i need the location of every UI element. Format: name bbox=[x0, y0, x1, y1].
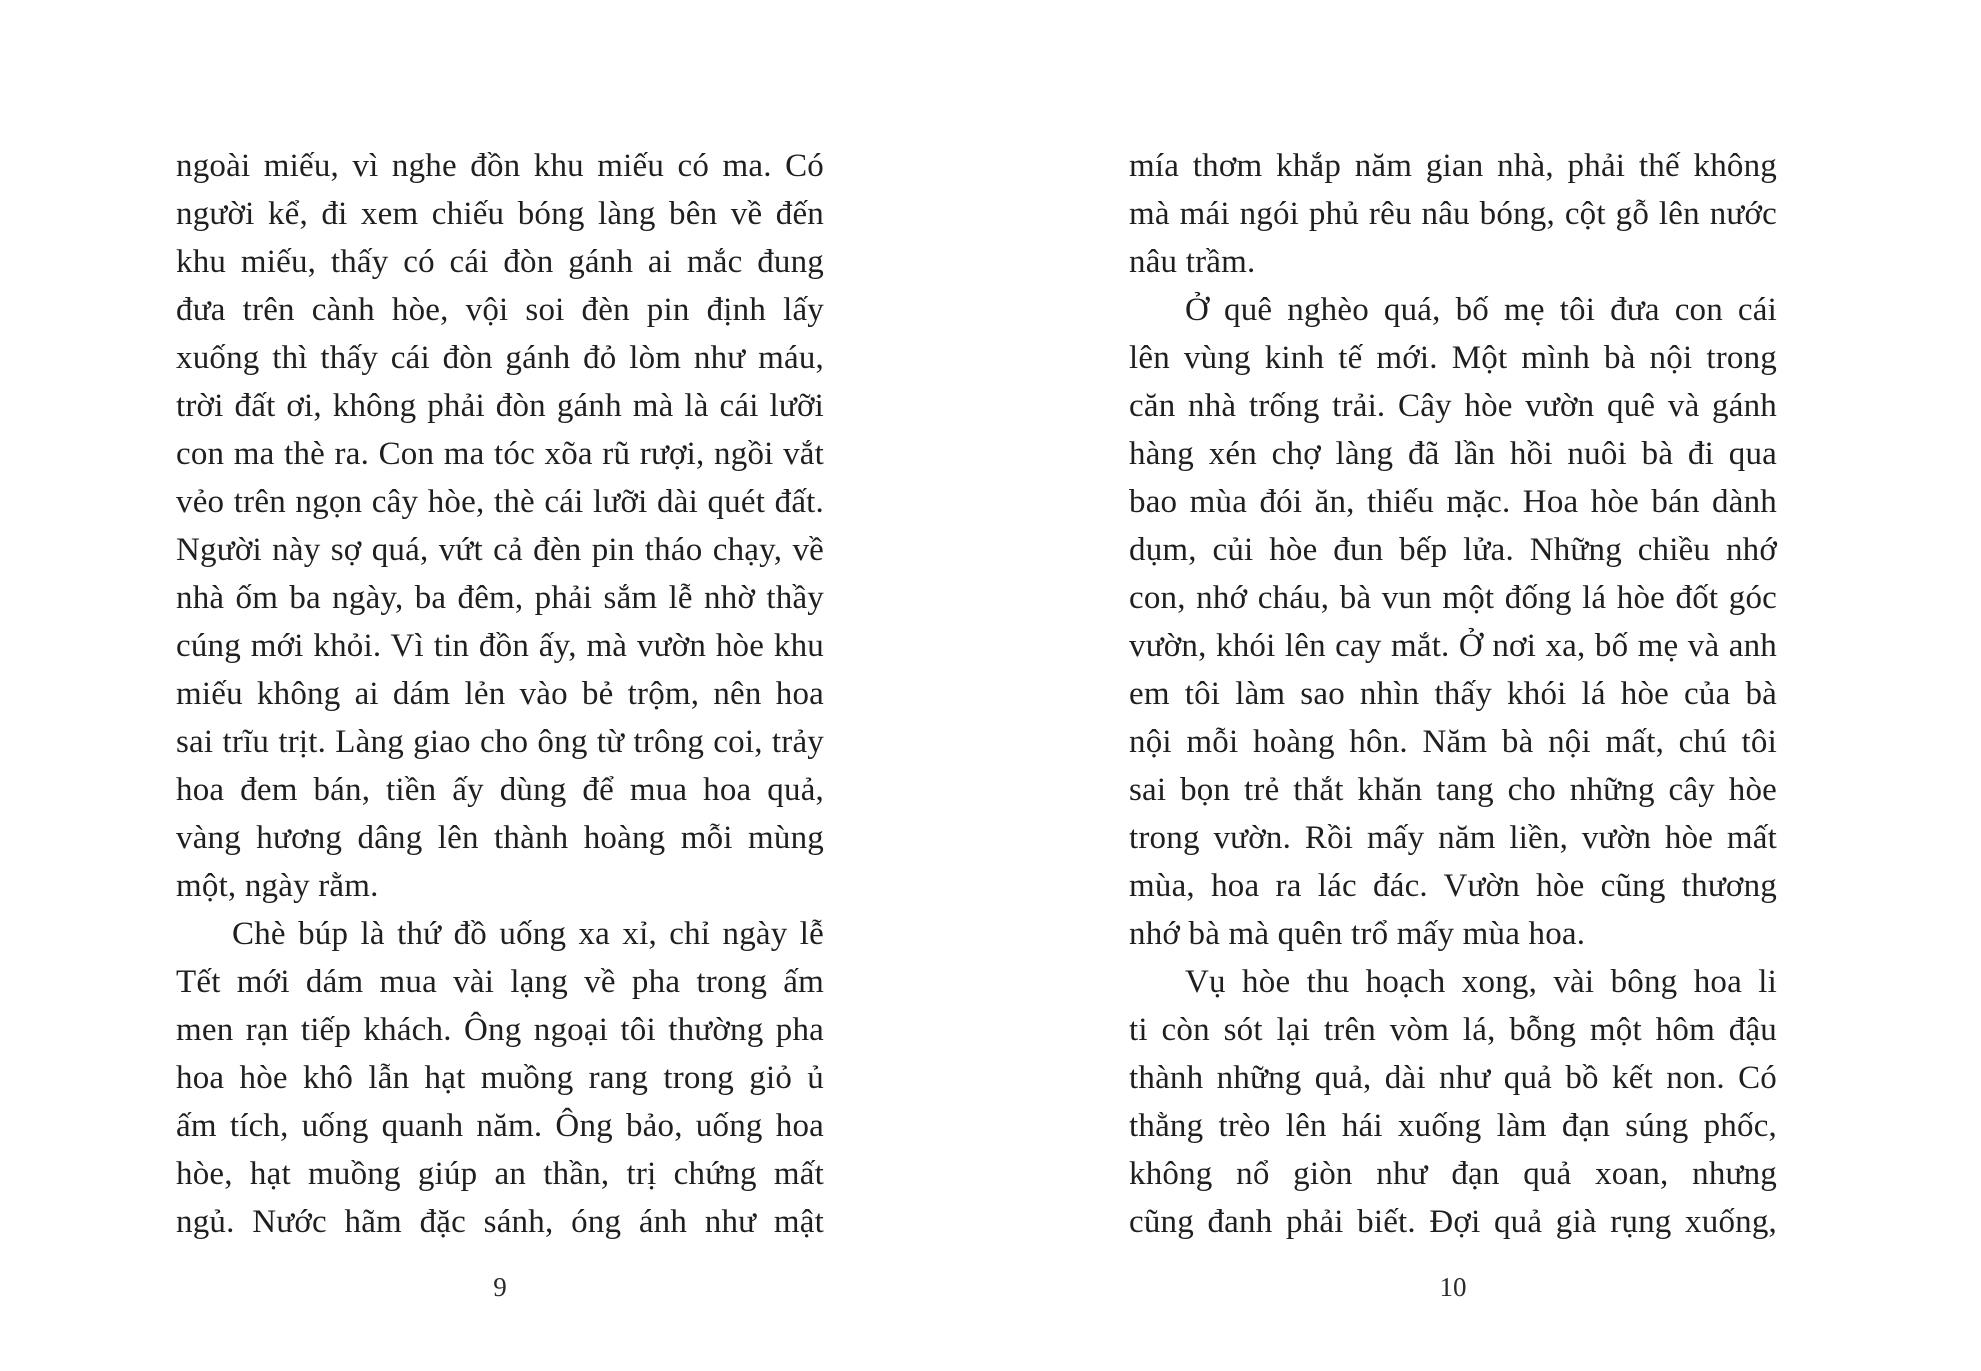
text-line: không nổ giòn như đạn quả xoan, nhưng bbox=[1129, 1156, 1777, 1192]
text-line: hoa hòe khô lẫn hạt muồng rang trong giỏ ủ bbox=[176, 1060, 824, 1096]
text-line: Chè búp là thứ đồ uống xa xỉ, chỉ ngày lễ bbox=[232, 916, 824, 952]
text-line: đưa trên cành hòe, vội soi đèn pin định lấy bbox=[176, 292, 824, 328]
text-line: sai trĩu trịt. Làng giao cho ông từ trông coi, trảy bbox=[176, 724, 824, 760]
text-line: con, nhớ cháu, bà vun một đống lá hòe đốt góc bbox=[1129, 580, 1777, 616]
text-line: hòe, hạt muồng giúp an thần, trị chứng mất bbox=[176, 1156, 824, 1192]
text-line: trời đất ơi, không phải đòn gánh mà là cái lưỡi bbox=[176, 388, 824, 424]
text-line: ngoài miếu, vì nghe đồn khu miếu có ma. Có bbox=[176, 148, 824, 184]
text-line: nhớ bà mà quên trổ mấy mùa hoa. bbox=[1129, 916, 1586, 952]
text-line: ấm tích, uống quanh năm. Ông bảo, uống hoa bbox=[176, 1108, 824, 1144]
text-line: khu miếu, thấy có cái đòn gánh ai mắc đung bbox=[176, 244, 824, 280]
text-line: mùa, hoa ra lác đác. Vườn hòe cũng thương bbox=[1129, 868, 1777, 904]
text-line: mía thơm khắp năm gian nhà, phải thế không bbox=[1129, 148, 1777, 184]
text-line: thành những quả, dài như quả bồ kết non. Có bbox=[1129, 1060, 1777, 1096]
text-line: Ở quê nghèo quá, bố mẹ tôi đưa con cái bbox=[1185, 292, 1777, 328]
text-line: men rạn tiếp khách. Ông ngoại tôi thường pha bbox=[176, 1012, 824, 1048]
left-page-number: 9 bbox=[493, 1272, 507, 1302]
text-line: con ma thè ra. Con ma tóc xõa rũ rượi, ngồi vắt bbox=[176, 436, 824, 472]
text-line: ngủ. Nước hãm đặc sánh, óng ánh như mật bbox=[176, 1204, 824, 1240]
text-line: ti còn sót lại trên vòm lá, bỗng một hôm đậu bbox=[1129, 1012, 1777, 1048]
text-line: trong vườn. Rồi mấy năm liền, vườn hòe mất bbox=[1129, 820, 1777, 856]
text-line: xuống thì thấy cái đòn gánh đỏ lòm như máu, bbox=[176, 340, 824, 376]
text-line: hoa đem bán, tiền ấy dùng để mua hoa quả, bbox=[176, 772, 824, 808]
text-line: vẻo trên ngọn cây hòe, thè cái lưỡi dài quét đất. bbox=[176, 484, 824, 520]
text-line: cúng mới khỏi. Vì tin đồn ấy, mà vườn hòe khu bbox=[176, 628, 824, 664]
text-line: căn nhà trống trải. Cây hòe vườn quê và gánh bbox=[1129, 388, 1777, 424]
text-line: vườn, khói lên cay mắt. Ở nơi xa, bố mẹ và anh bbox=[1129, 628, 1777, 664]
text-line: dụm, củi hòe đun bếp lửa. Những chiều nhớ bbox=[1129, 532, 1777, 568]
text-line: Vụ hòe thu hoạch xong, vài bông hoa li bbox=[1185, 964, 1777, 1000]
text-line: miếu không ai dám lẻn vào bẻ trộm, nên hoa bbox=[176, 676, 824, 712]
text-line: một, ngày rằm. bbox=[176, 868, 379, 904]
right-page-number: 10 bbox=[1439, 1272, 1467, 1302]
text-line: nâu trầm. bbox=[1129, 244, 1256, 280]
text-line: thằng trèo lên hái xuống làm đạn súng phốc, bbox=[1129, 1108, 1777, 1144]
text-line: nhà ốm ba ngày, ba đêm, phải sắm lễ nhờ thầy bbox=[176, 580, 824, 616]
right-page-text bbox=[1129, 142, 1777, 1246]
text-line: em tôi làm sao nhìn thấy khói lá hòe của bà bbox=[1129, 676, 1777, 712]
left-page-text bbox=[176, 142, 824, 1246]
text-line: vàng hương dâng lên thành hoàng mỗi mùng bbox=[176, 820, 824, 856]
text-line: người kể, đi xem chiếu bóng làng bên về đến bbox=[176, 196, 824, 232]
text-line: lên vùng kinh tế mới. Một mình bà nội trong bbox=[1129, 340, 1777, 376]
text-line: sai bọn trẻ thắt khăn tang cho những cây hòe bbox=[1129, 772, 1777, 808]
text-line: bao mùa đói ăn, thiếu mặc. Hoa hòe bán dành bbox=[1129, 484, 1777, 520]
text-line: mà mái ngói phủ rêu nâu bóng, cột gỗ lên nước bbox=[1129, 196, 1777, 232]
text-line: nội mỗi hoàng hôn. Năm bà nội mất, chú tôi bbox=[1129, 724, 1777, 760]
text-line: cũng đanh phải biết. Đợi quả già rụng xuống, bbox=[1129, 1204, 1777, 1240]
text-line: Tết mới dám mua vài lạng về pha trong ấm bbox=[176, 964, 824, 1000]
text-line: Người này sợ quá, vứt cả đèn pin tháo chạy, về bbox=[176, 532, 824, 568]
text-line: hàng xén chợ làng đã lần hồi nuôi bà đi qua bbox=[1129, 436, 1777, 472]
